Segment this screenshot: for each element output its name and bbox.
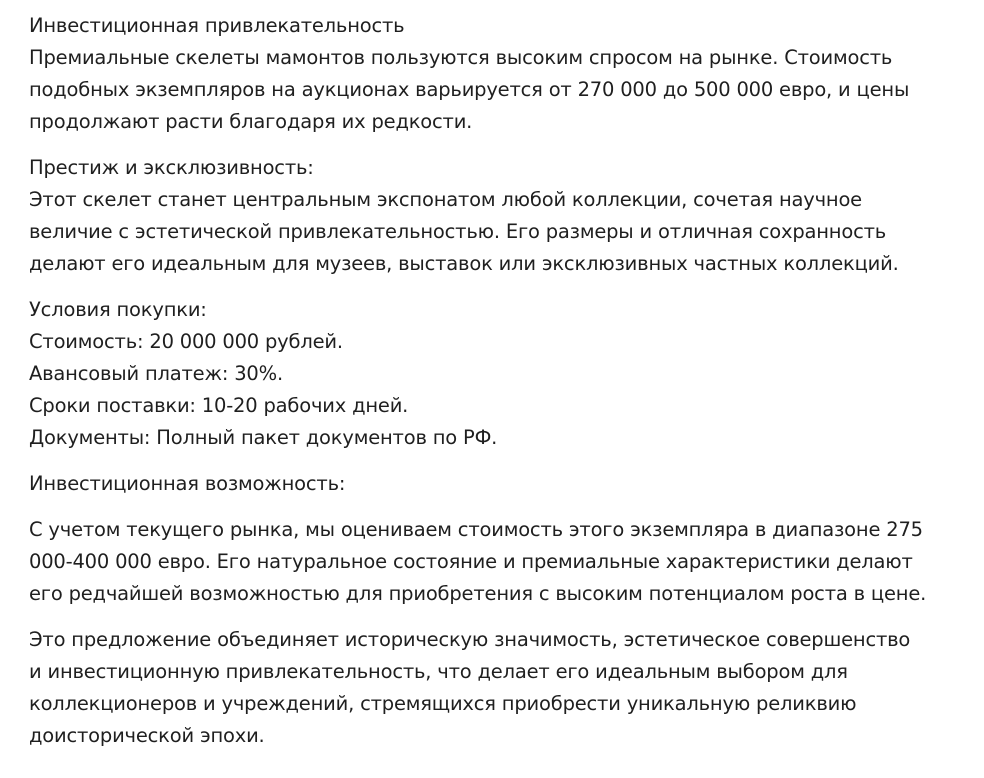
paragraph-line: продолжают расти благодаря их редкости. [29, 110, 473, 133]
paragraph-line: его редчайшей возможностью для приобретения с высоким потенциалом роста в цене. [29, 582, 927, 605]
spacer [29, 500, 984, 514]
section-heading: Престиж и эксклюзивность: [29, 156, 314, 179]
paragraph-line: С учетом текущего рынка, мы оцениваем стоимость этого экземпляра в диапазоне 275 [29, 518, 923, 541]
documents-line: Документы: Полный пакет документов по РФ. [29, 426, 498, 449]
paragraph-line: величие с эстетической привлекательностью. Его размеры и отличная сохранность [29, 220, 887, 243]
section-heading: Условия покупки: [29, 298, 207, 321]
paragraph-line: коллекционеров и учреждений, стремящихся приобрести уникальную реликвию [29, 692, 857, 715]
prepayment-line: Авансовый платеж: 30%. [29, 362, 283, 385]
paragraph-line: Этот скелет станет центральным экспонатом любой коллекции, сочетая научное [29, 188, 862, 211]
spacer [29, 280, 984, 294]
closing-section [29, 624, 984, 752]
investment-opportunity-section [29, 514, 984, 610]
prestige-section [29, 152, 984, 280]
paragraph-line: 000-400 000 евро. Его натуральное состояние и премиальные характеристики делают [29, 550, 913, 573]
delivery-time-line: Сроки поставки: 10-20 рабочих дней. [29, 394, 409, 417]
paragraph-line: подобных экземпляров на аукционах варьируется от 270 000 до 500 000 евро, и цены [29, 78, 910, 101]
paragraph-line: делают его идеальным для музеев, выставок или эксклюзивных частных коллекций. [29, 252, 899, 275]
paragraph-line: и инвестиционную привлекательность, что делает его идеальным выбором для [29, 660, 848, 683]
spacer [29, 454, 984, 468]
price-line: Стоимость: 20 000 000 рублей. [29, 330, 343, 353]
paragraph-line: Это предложение объединяет историческую значимость, эстетическое совершенство [29, 628, 911, 651]
investment-opportunity-heading-block [29, 468, 984, 500]
investment-attractiveness-section [29, 10, 984, 138]
spacer [29, 610, 984, 624]
spacer [29, 138, 984, 152]
paragraph-line: доисторической эпохи. [29, 724, 265, 747]
section-heading: Инвестиционная возможность: [29, 472, 346, 495]
paragraph-line: Премиальные скелеты мамонтов пользуются высоким спросом на рынке. Стоимость [29, 46, 893, 69]
section-heading: Инвестиционная привлекательность [29, 14, 405, 37]
purchase-terms-section [29, 294, 984, 454]
